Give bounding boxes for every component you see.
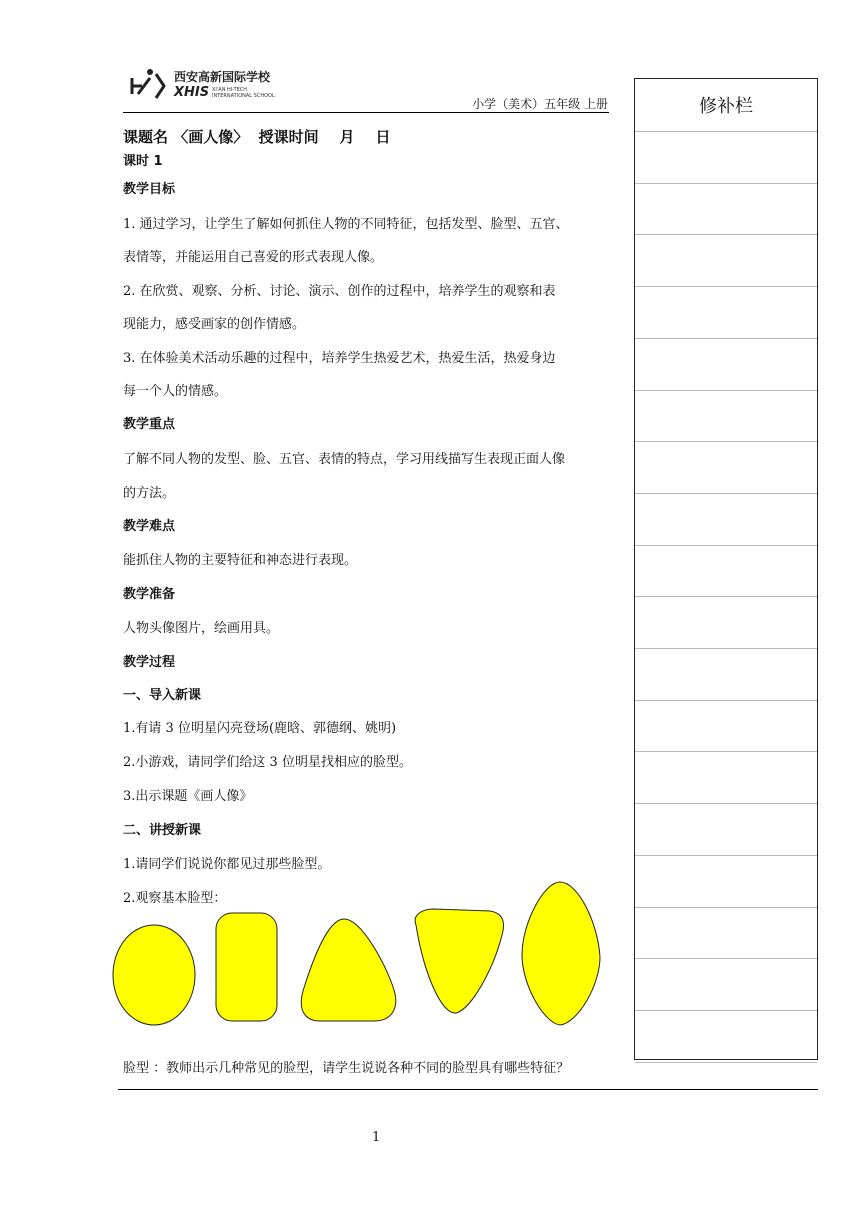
revision-line xyxy=(635,338,817,339)
rectangle-face-shape xyxy=(216,913,277,1021)
part-1-item-3: 3.出示课题《画人像》 xyxy=(123,789,253,804)
process-heading: 教学过程 xyxy=(123,655,176,670)
key-points-heading: 教学重点 xyxy=(123,417,176,432)
revision-line xyxy=(635,131,817,132)
part-2-item-1: 1.请同学们说说你都见过那些脸型。 xyxy=(123,857,331,872)
revision-line xyxy=(635,1062,817,1063)
triangle-face-shape xyxy=(301,919,395,1021)
school-name-en-1: XI'AN HI-TECH xyxy=(212,87,248,93)
part-1-heading: 一、导入新课 xyxy=(123,688,202,703)
face-shapes-illustration xyxy=(100,875,620,1035)
part-1-item-1: 1.有请 3 位明星闪亮登场(鹿晗、郭德纲、姚明) xyxy=(123,721,397,736)
header-divider xyxy=(123,112,609,113)
goals-heading: 教学目标 xyxy=(123,182,176,197)
revision-column xyxy=(634,78,818,1060)
revision-line xyxy=(635,545,817,546)
key-points-line-1: 了解不同人物的发型、脸、五官、表情的特点，学习用线描写生表现正面人像 xyxy=(123,452,566,467)
revision-line xyxy=(635,1010,817,1011)
face-shape-note: 脸型 ：教师出示几种常见的脸型，请学生说说各种不同的脸型具有哪些特征？ xyxy=(123,1061,570,1076)
revision-line xyxy=(635,441,817,442)
lesson-period: 课时 1 xyxy=(123,154,163,169)
logo-emblem-icon xyxy=(132,69,164,98)
course-info: 小学（美术）五年级 上册 xyxy=(472,97,608,111)
part-1-item-2: 2.小游戏，请同学们给这 3 位明星找相应的脸型。 xyxy=(123,755,412,770)
goal-2-line-2: 现能力，感受画家的创作情感。 xyxy=(123,317,306,332)
school-name-cn: 西安高新国际学校 xyxy=(174,70,271,84)
school-name-en-2: INTERNATIONAL SCHOOL xyxy=(212,93,275,99)
difficulty-heading: 教学难点 xyxy=(123,519,176,534)
revision-line xyxy=(635,958,817,959)
key-points-line-2: 的方法。 xyxy=(123,486,176,501)
revision-line xyxy=(635,234,817,235)
diamond-face-shape xyxy=(522,882,600,1025)
school-logo xyxy=(128,66,298,102)
lesson-title-line: 课题名 〈画人像〉 授课时间 月 日 xyxy=(123,128,391,146)
revision-line xyxy=(635,183,817,184)
difficulty-line: 能抓住人物的主要特征和神态进行表现。 xyxy=(123,553,358,568)
revision-line xyxy=(635,700,817,701)
part-2-heading: 二、讲授新课 xyxy=(123,823,202,838)
school-abbr: XHIS xyxy=(174,85,210,100)
preparation-line: 人物头像图片，绘画用具。 xyxy=(123,621,280,636)
revision-line xyxy=(635,648,817,649)
revision-line xyxy=(635,751,817,752)
oval-face-shape xyxy=(113,925,195,1025)
revision-column-title: 修补栏 xyxy=(699,96,753,117)
revision-line xyxy=(635,803,817,804)
page-number: 1 xyxy=(372,1130,381,1145)
goal-3-line-1: 3. 在体验美术活动乐趣的过程中，培养学生热爱艺术，热爱生活，热爱身边 xyxy=(123,351,556,366)
part-2-item-2: 2.观察基本脸型： xyxy=(123,891,227,906)
goal-2-line-1: 2. 在欣赏、观察、分析、讨论、演示、创作的过程中，培养学生的观察和表 xyxy=(123,284,556,299)
revision-line xyxy=(635,286,817,287)
goal-1-line-2: 表情等，并能运用自己喜爱的形式表现人像。 xyxy=(123,250,384,265)
inverted-triangle-face-shape xyxy=(415,909,503,1013)
goal-3-line-2: 每一个人的情感。 xyxy=(123,384,228,399)
revision-line xyxy=(635,855,817,856)
footer-divider xyxy=(118,1089,818,1090)
revision-line xyxy=(635,390,817,391)
revision-line xyxy=(635,493,817,494)
revision-line xyxy=(635,907,817,908)
preparation-heading: 教学准备 xyxy=(123,587,176,602)
goal-1-line-1: 1. 通过学习，让学生了解如何抓住人物的不同特征，包括发型、脸型、五官、 xyxy=(123,217,569,232)
revision-line xyxy=(635,596,817,597)
